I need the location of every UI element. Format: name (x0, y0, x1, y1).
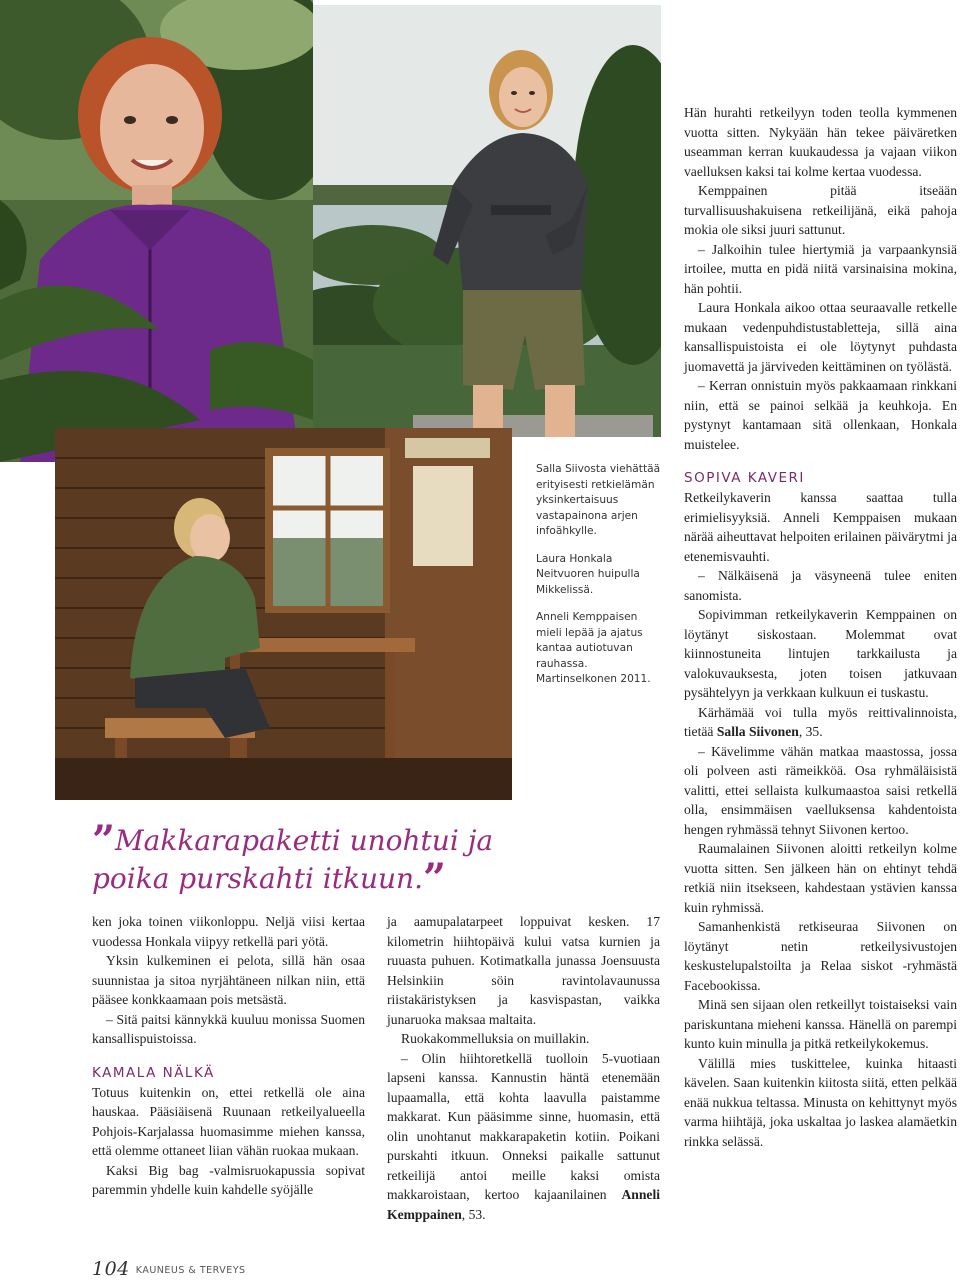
photo-woman-purple-jacket (0, 0, 313, 462)
caption-laura: Laura Honkala Neitvuoren huipulla Mikkelissä. (536, 552, 640, 596)
col1-paragraph-2: Yksin kulkeminen ei pelota, sillä hän osaa suunnistaa ja sitoa nyrjähtäneen nilkan niin, että pääsee konkkaamaan pois metsästä. (92, 953, 365, 1007)
col3-paragraph-5: – Kerran onnistuin myös pakkaamaan rinkkani niin, että se painoi selkää ja keuhkoja. En pystynyt kantamaan sitä ollenkaan, Honkala muistelee. (684, 378, 957, 452)
col3-paragraph-6: Retkeilykaverin kanssa saattaa tulla erimielisyyksiä. Anneli Kemppaisen mukaan närää aiheuttavat helpoiten erilainen päivärytmi ja etenemisvauhti. (684, 490, 957, 564)
pull-quote (92, 817, 512, 902)
col2-paragraph-3 (387, 1049, 660, 1225)
col1-paragraph-3: – Sitä paitsi kännykkä kuuluu monissa Suomen kansallispuistoissa. (92, 1011, 365, 1046)
col2-paragraph-3-end: , 53. (461, 1206, 486, 1222)
photo-woman-lake-view (313, 5, 661, 437)
subheading-sopiva-kaveri: SOPIVA KAVERI (684, 470, 805, 486)
caption-anneli: Anneli Kemppaisen mieli lepää ja ajatus kantaa autiotuvan rauhassa. Martinselkonen 2011. (536, 611, 651, 685)
page-footer (92, 1258, 246, 1280)
col3-paragraph-9-text: Kärhämää voi tulla myös reittivalinnoista, tietää (684, 704, 957, 739)
col3-paragraph-7: – Nälkäisenä ja väsyneenä tulee eniten sanomista. (684, 568, 957, 603)
caption-salla: Salla Siivosta viehättää erityisesti retkielämän yksinkertaisuus vastapainona arjen infoähkylle. (536, 463, 661, 537)
magazine-name: KAUNEUS & TERVEYS (135, 1265, 246, 1276)
subheading-kamala-nalka: KAMALA NÄLKÄ (92, 1064, 215, 1081)
col3-paragraph-3: – Jalkoihin tulee hiertymiä ja varpaankynsiä irtoilee, mutta en pidä niitä varsinaisina mokina, hän pohtii. (684, 241, 957, 296)
body-column-3 (684, 103, 957, 1151)
person-name-salla: Salla Siivonen (716, 724, 799, 739)
col2-paragraph-1: ja aamupalatarpeet loppuivat kesken. 17 kilometrin hiihtopäivä kului vatsa kurnien ja ruuasta puhuen. Kotimatkalla junassa Joensuusta Helsinkiin söin ravintolavaunussa riistakäristyksen ja kasvispastan, vaikka junaruoka maksaa maltaita. (387, 914, 660, 1027)
col2-paragraph-3-text: – Olin hiihtoretkellä tuolloin 5-vuotiaan lapseni kanssa. Kannustin häntä etenemään lupaamalla, että kohta laavulla paistamme makkarat. Kun pääsimme sinne, huomasin, että olin unohtanut makkarapaketin kotiin. Poikani purskahti itkuun. Onneksi paikalle sattunut retkeilijä antoi meille kaksi omista makkaroistaan, kertoo kajaanilainen (387, 1050, 660, 1202)
col3-paragraph-8: Sopivimman retkeilykaverin Kemppainen on löytänyt siskostaan. Molemmat ovat kiinnostuneita lintujen tarkkailusta ja valokuvauksesta, joten toisen jatkuvaan pysähtelyyn ja verkkaan kulkuun ei tuskastu. (684, 607, 957, 700)
quote-text: Makkarapaketti unohtui ja poika purskahti itkuun. (92, 824, 494, 895)
photo-woman-wilderness-hut (55, 428, 512, 800)
col3-paragraph-11: Raumalainen Siivonen aloitti retkeilyn kolme vuotta sitten. Sen jälkeen hän on ehtinyt tehdä retkiä niin itsekseen, kahdestaan ystävien kanssa kuin ryhmissä. (684, 841, 957, 915)
col1-paragraph-4: Totuus kuitenkin on, ettei retkellä ole aina hauskaa. Pääsiäisenä Ruunaan retkeilyalueella Pohjois-Karjalassa huomasimme miehen kanssa, että olemme ottaneet liian vähän ruokaa mukaan. (92, 1084, 365, 1158)
page-number: 104 (92, 1258, 130, 1280)
col3-paragraph-12: Samanhenkistä retkiseuraa Siivonen on löytänyt netin retkeilysivustojen keskustelupalstoilta ja Relaa siskot -ryhmästä Facebookissa. (684, 919, 957, 993)
col3-paragraph-9-end: , 35. (798, 724, 823, 739)
col3-paragraph-4: Laura Honkala aikoo ottaa seuraavalle retkelle mukaan vedenpuhdistustabletteja, sillä aina kansallispuistoista ei ole löytynyt puhdasta juomavettä ja järviveden keittäminen on työlästä. (684, 300, 957, 374)
photo-captions (536, 462, 666, 700)
col1-paragraph-1: ken joka toinen viikonloppu. Neljä viisi kertaa vuodessa Honkala viipyy retkellä pari yötä. (92, 914, 365, 949)
col3-paragraph-9 (684, 703, 957, 742)
col3-paragraph-13: Minä sen sijaan olen retkeillyt toistaiseksi vain pariskuntana mieheni kanssa. Hänellä on parempi kunto kuin minulla ja pitkä retkeilykokemus. (684, 997, 957, 1051)
body-column-2 (387, 912, 660, 1224)
col3-paragraph-10: – Kävelimme vähän matkaa maastossa, jossa oli polveen asti rämeikköä. Osa ryhmäläisistä valitti, ettei sellaista kulkumaastoa saisi retkellä olla, ensimmäisen vaelluksensa kahdentoista hengen ryhmässä tehnyt Siivonen kertoo. (684, 743, 957, 837)
quote-close-mark: ” (422, 855, 446, 902)
col3-paragraph-1: Hän hurahti retkeilyyn toden teolla kymmenen vuotta sitten. Nykyään hän tekee päiväretken useamman kerran kuukaudessa ja vajaan viikon vaelluksen kaksi tai kolme kertaa vuodessa. (684, 105, 957, 179)
quote-open-mark: ” (92, 817, 116, 864)
col3-paragraph-14: Välillä mies tuskittelee, kuinka hitaasti kävelen. Saan kuitenkin kiitosta siitä, etten pelkää enää nukkua teltassa. Minusta on kehittynyt myös varma hiihtäjä, joka uskaltaa jo laskea alamäetkin rinkka selässä. (684, 1055, 957, 1149)
col1-paragraph-5: Kaksi Big bag -valmisruokapussia sopivat paremmin yhdelle kuin kahdelle syöjälle (92, 1162, 365, 1197)
col3-paragraph-2: Kemppainen pitää itseään turvallisuushakuisena retkeilijänä, eikä pahoja mokia ole siksi juuri sattunut. (684, 183, 957, 237)
col2-paragraph-2: Ruokakommelluksia on muillakin. (401, 1031, 590, 1046)
body-column-1 (92, 912, 365, 1200)
person-name-anneli: Anneli Kemppainen (387, 1187, 660, 1222)
